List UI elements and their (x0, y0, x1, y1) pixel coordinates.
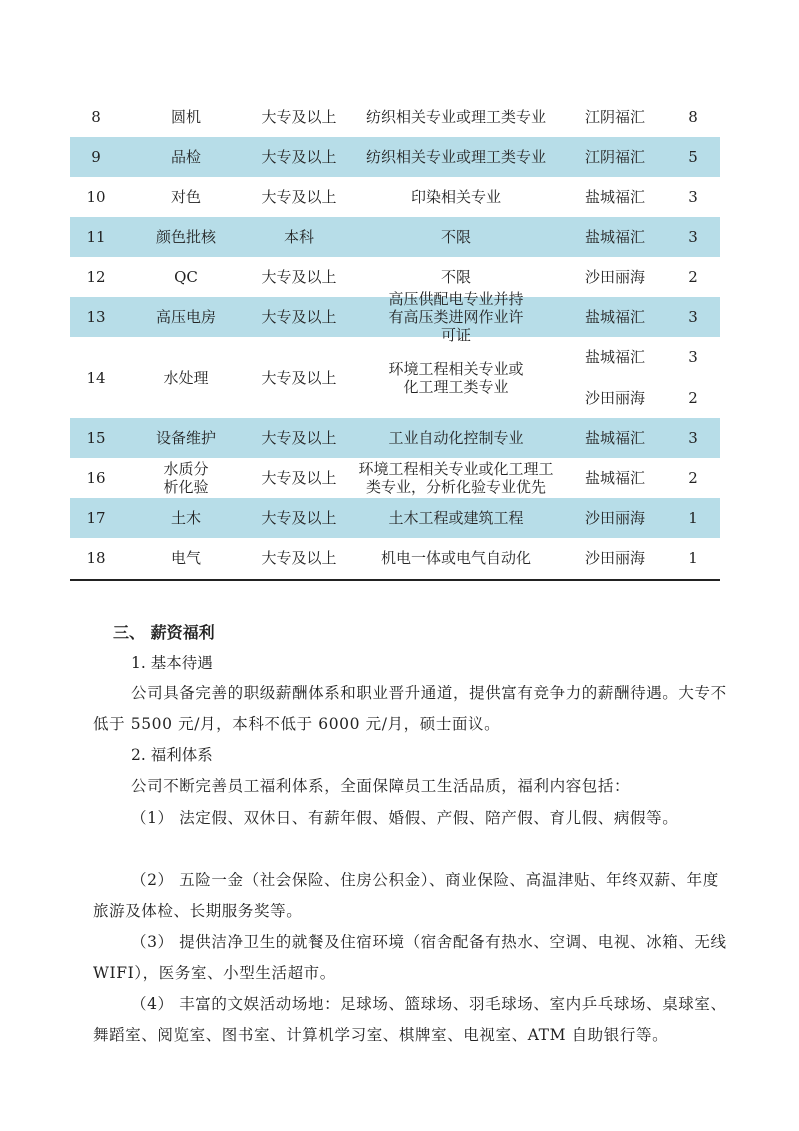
row-position: 品检 (170, 148, 201, 166)
row-number: 9 (91, 148, 101, 166)
row-position: 设备维护 (155, 429, 216, 447)
row-major: 纺织相关专业或理工类专业 (365, 108, 546, 126)
row-education: 大专及以上 (261, 509, 337, 527)
row-location: 盐城福汇 (584, 308, 645, 326)
row-major: 环境工程相关专业或化工理工类专业 (388, 359, 524, 396)
row-number: 10 (86, 188, 106, 206)
row-count: 2 (688, 389, 698, 407)
row-major: 纺织相关专业或理工类专业 (365, 148, 546, 166)
table-row (70, 418, 720, 458)
row-location: 盐城福汇 (584, 228, 645, 246)
welfare-intro: 公司不断完善员工福利体系，全面保障员工生活品质，福利内容包括： (131, 777, 631, 795)
row-education: 本科 (283, 228, 314, 246)
row-location: 盐城福汇 (584, 429, 645, 447)
row-count: 8 (688, 108, 698, 126)
row-major: 不限 (440, 228, 471, 246)
row-education: 大专及以上 (261, 308, 337, 326)
row-major: 机电一体或电气自动化 (380, 549, 531, 567)
row-major: 环境工程相关专业或化工理工类专业，分析化验专业优先 (358, 460, 554, 496)
row-count: 3 (688, 188, 698, 206)
row-major: 工业自动化控制专业 (388, 429, 524, 447)
row-position: 电气 (170, 549, 201, 567)
row-location: 沙田丽海 (584, 268, 645, 286)
row-count: 3 (688, 228, 698, 246)
row-number: 15 (86, 429, 106, 447)
row-education: 大专及以上 (261, 368, 337, 387)
table-row (70, 458, 720, 498)
row-position: 颜色批核 (155, 228, 216, 246)
row-major: 不限 (440, 268, 471, 286)
row-location: 沙田丽海 (584, 509, 645, 527)
row-education: 大专及以上 (261, 188, 337, 206)
section-heading: 三、 薪资福利 (113, 623, 215, 642)
row-number: 12 (86, 268, 106, 286)
row-location: 江阴福汇 (584, 148, 645, 166)
row-location-group (564, 337, 666, 418)
row-location: 盐城福汇 (584, 348, 645, 366)
row-education: 大专及以上 (261, 549, 337, 567)
row-position: 高压电房 (155, 308, 216, 326)
row-position: 对色 (170, 188, 201, 206)
row-major: 高压供配电专业并持有高压类进网作业许可证 (388, 290, 524, 344)
row-education: 大专及以上 (261, 429, 337, 447)
row-count-group (666, 337, 720, 418)
row-position: 水质分析化验 (163, 460, 209, 496)
welfare-item: （4） 丰富的文娱活动场地：足球场、篮球场、羽毛球场、室内乒乓球场、桌球室、舞蹈室、阅览室、图书室、计算机学习室、棋牌室、电视室、ATM 自助银行等。 (93, 995, 727, 1044)
row-location: 盐城福汇 (584, 469, 645, 487)
row-number: 8 (91, 108, 101, 126)
row-education: 大专及以上 (261, 108, 337, 126)
row-number: 17 (86, 509, 106, 527)
row-education: 大专及以上 (261, 469, 337, 487)
table-row (70, 217, 720, 257)
row-count: 3 (688, 348, 698, 366)
row-major: 印染相关专业 (410, 188, 501, 206)
row-number: 11 (86, 228, 106, 246)
row-count: 2 (688, 469, 698, 487)
welfare-item: （3） 提供洁净卫生的就餐及住宿环境（宿舍配备有热水、空调、电视、冰箱、无线 WIFI），医务室、小型生活超市。 (93, 933, 727, 982)
row-major: 土木工程或建筑工程 (388, 509, 524, 527)
row-position: 土木 (170, 509, 201, 527)
table-row (70, 290, 720, 344)
table-row (70, 177, 720, 217)
row-position: 圆机 (170, 108, 201, 126)
row-education: 大专及以上 (261, 268, 337, 286)
table-row (70, 498, 720, 538)
row-education: 大专及以上 (261, 148, 337, 166)
row-count: 2 (688, 268, 698, 286)
row-position: QC (174, 268, 198, 286)
row-count: 3 (688, 308, 698, 326)
row-count: 1 (688, 509, 698, 527)
table-row (70, 137, 720, 177)
welfare-item: （2） 五险一金（社会保险、住房公积金）、商业保险、高温津贴、年终双薪、年度旅游及体检、长期服务奖等。 (93, 871, 719, 920)
row-position: 水处理 (163, 368, 209, 387)
row-number: 16 (86, 469, 106, 487)
table-row (70, 97, 720, 137)
row-location: 沙田丽海 (584, 549, 645, 567)
basic-pay-text: 公司具备完善的职级薪酬体系和职业晋升通道，提供富有竞争力的薪酬待遇。大专不低于 5500 元/月，本科不低于 6000 元/月，硕士面议。 (93, 684, 727, 733)
row-location: 盐城福汇 (584, 188, 645, 206)
recruitment-table (70, 97, 720, 578)
row-number: 18 (86, 549, 106, 567)
table-row (70, 538, 720, 578)
row-count: 1 (688, 549, 698, 567)
welfare-item: （1） 法定假、双休日、有薪年假、婚假、产假、陪产假、育儿假、病假等。 (131, 809, 679, 827)
table-row (70, 337, 720, 418)
row-count: 3 (688, 429, 698, 447)
row-location: 沙田丽海 (584, 389, 645, 407)
basic-pay-title: 1. 基本待遇 (131, 654, 213, 672)
row-number: 14 (86, 368, 106, 387)
table-bottom-rule (70, 579, 720, 581)
row-number: 13 (86, 308, 106, 326)
welfare-title: 2. 福利体系 (131, 746, 213, 764)
row-count: 5 (688, 148, 698, 166)
row-location: 江阴福汇 (584, 108, 645, 126)
